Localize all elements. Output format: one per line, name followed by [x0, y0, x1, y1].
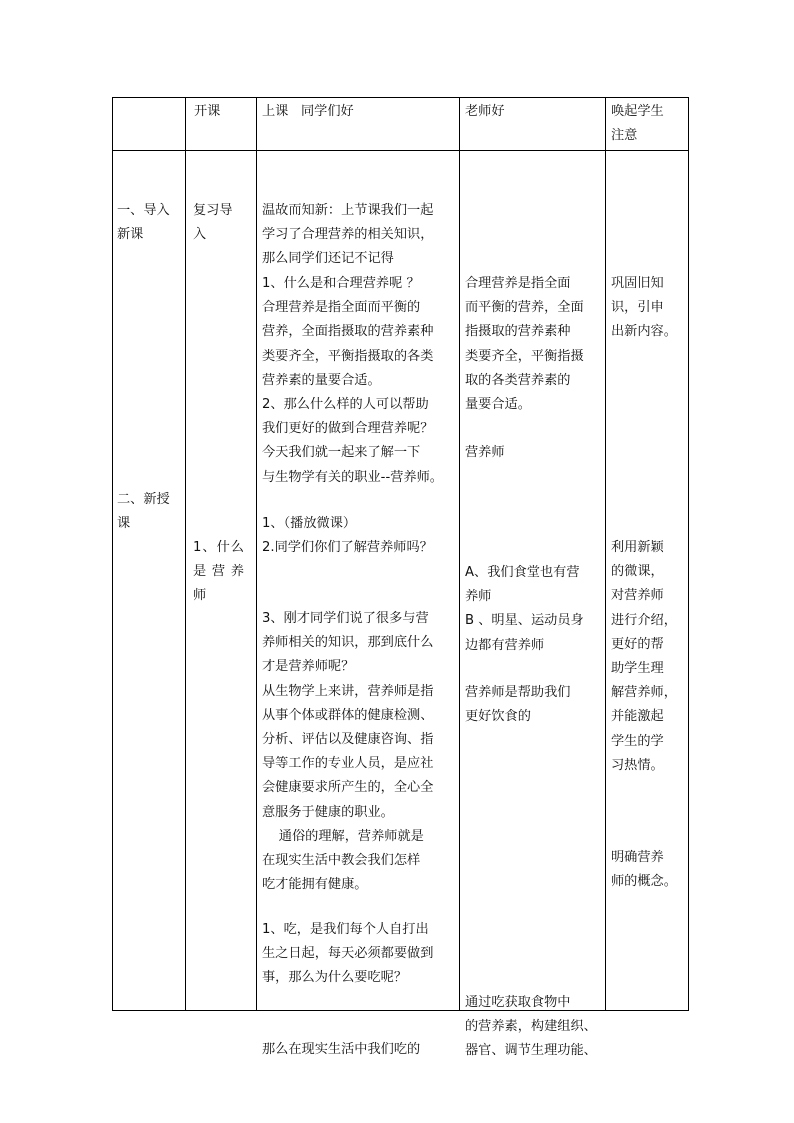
intent-review: 巩固旧知 识，引申 出新内容。 [611, 276, 677, 340]
header-row [113, 98, 689, 151]
step-what-is-dietitian: 1、什么 是营养 师 [193, 540, 244, 604]
teacher-question-1: 1、什么是和合理营养呢 ？ 合理营养是指全面而平衡的 营养，全面指摄取的营养素种 类要齐全，平衡指摄取的各类 营养素的量要合适。 [262, 276, 434, 388]
header-cell-student [460, 98, 606, 151]
header-cell-stage [113, 98, 186, 151]
body-cell-stage [113, 151, 186, 1011]
body-cell-step [186, 151, 257, 1011]
section-new-lesson-label: 二、新授 课 [117, 492, 170, 532]
student-answer-role: 营养师是帮助我们 更好饮食的 [465, 685, 571, 725]
body-cell-intent [606, 151, 689, 1011]
teacher-question-2: 2、那么什么样的人可以帮助 我们更好的做到合理营养呢？ 今天我们就一起来了解一下 与生物学有关的职业--营养师。 [262, 397, 443, 485]
intent-microlesson: 利用新颖 的微课， 对营养师 进行介绍， 更好的帮 助学生理 解营养师， 并能激起 学生的学 习热情。 [611, 540, 677, 773]
section-intro-label: 一、导入 新课 [117, 203, 170, 243]
student-answer-nutrition: 合理营养是指全面 而平衡的营养，全面 指摄取的营养素种 类要齐全，平衡指摄 取的各类营养素的 量要合适。 [465, 276, 584, 413]
header-intent-text: 唤起学生 注意 [611, 104, 664, 144]
teacher-why-eat: 1、吃，是我们每个人自打出 生之日起，每天必须都要做到 事，那么为什么要吃呢？ [262, 922, 434, 986]
lesson-plan-table [112, 97, 689, 1059]
header-teacher-text: 上课 同学们好 [262, 104, 354, 119]
student-answer-why-eat: 通过吃获取食物中 的营养素，构建组织、 器官、调节生理功能、 [465, 995, 597, 1059]
teacher-microlesson: 1、（播放微课） 2.同学们你们了解营养师吗？ [262, 516, 433, 556]
teacher-review-text: 温故而知新：上节课我们一起 学习了合理营养的相关知识， 那么同学们还记不记得 [262, 203, 434, 267]
body-cell-student [460, 151, 606, 1059]
header-cell-step [186, 98, 257, 151]
header-step-text: 开课 [194, 104, 221, 119]
student-answer-dietitian: 营养师 [465, 445, 505, 460]
step-review-intro: 复习导 入 [193, 203, 233, 243]
header-cell-intent [606, 98, 689, 151]
student-answer-examples: A、我们食堂也有营 养师 B 、明星、运动员身 边都有营养师 [465, 565, 584, 653]
teacher-followup: 那么在现实生活中我们吃的 [262, 1042, 421, 1057]
intent-concept: 明确营养 师的概念。 [611, 850, 677, 890]
teacher-definition: 3、刚才同学们说了很多与营 养师相关的知识，那到底什么 才是营养师呢？ 从生物学上来讲，营养师是指 从事个体或群体的健康检测、 分析、评估以及健康咨询、指 导等工作的专业人员，是应社 会健康要求所产生的，全心全 意服务于健康的职业。 通俗的理解，营养师就是 在现实生活中教会我们怎样 吃才能拥有健康。 [262, 611, 434, 893]
header-cell-teacher [257, 98, 460, 151]
body-cell-teacher [257, 151, 460, 1057]
header-student-text: 老师好 [465, 104, 505, 119]
body-row [113, 151, 689, 1011]
